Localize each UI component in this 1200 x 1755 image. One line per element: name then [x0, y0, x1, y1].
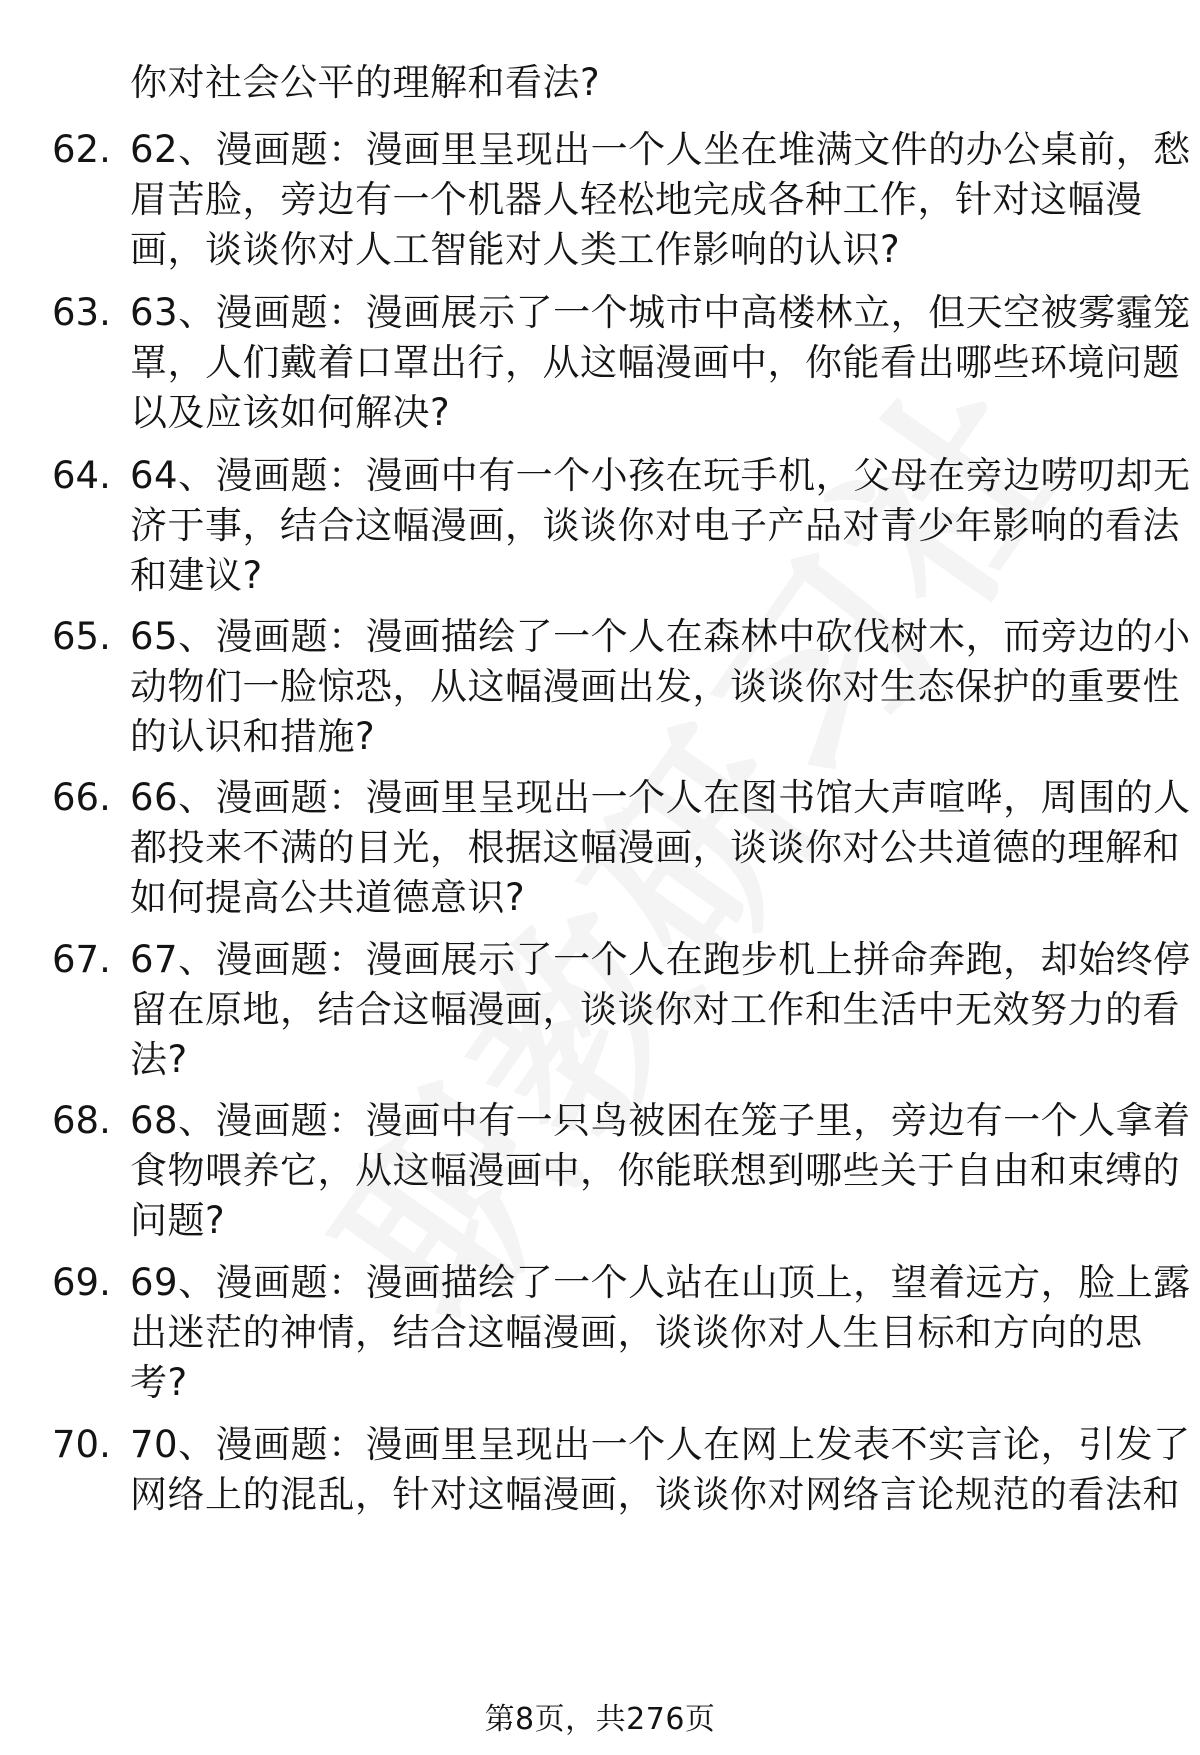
question-number: 70. [52, 1423, 111, 1466]
question-text [130, 935, 1191, 1085]
question-text-line: 和建议? [130, 554, 263, 597]
question-text-line: 如何提高公共道德意识? [130, 876, 526, 919]
question-text-line: 67、漫画题：漫画展示了一个人在跑步机上拼命奔跑，却始终停 [130, 938, 1191, 981]
question-text-line: 63、漫画题：漫画展示了一个城市中高楼林立，但天空被雾霾笼 [130, 291, 1191, 334]
question-number: 65. [52, 615, 111, 658]
question-number: 62. [52, 128, 111, 171]
question-text [130, 125, 1191, 275]
question-text-line: 出迷茫的神情，结合这幅漫画，谈谈你对人生目标和方向的思 [130, 1311, 1143, 1354]
question-text-line: 69、漫画题：漫画描绘了一个人站在山顶上，望着远方，脸上露 [130, 1261, 1191, 1304]
question-text-line: 罩，人们戴着口罩出行，从这幅漫画中，你能看出哪些环境问题 [130, 341, 1180, 384]
question-text-line: 的认识和措施? [130, 715, 376, 758]
question-text-line: 70、漫画题：漫画里呈现出一个人在网上发表不实言论，引发了 [130, 1423, 1191, 1466]
question-text [130, 1096, 1191, 1246]
question-number: 69. [52, 1261, 111, 1304]
continued-question-line: 你对社会公平的理解和看法? [130, 61, 601, 104]
question-number: 64. [52, 454, 111, 497]
question-text-line: 64、漫画题：漫画中有一个小孩在玩手机，父母在旁边唠叨却无 [130, 454, 1191, 497]
question-text [130, 288, 1191, 438]
question-text-line: 68、漫画题：漫画中有一只鸟被困在笼子里，旁边有一个人拿着 [130, 1099, 1191, 1142]
page-footer: 第8页，共276页 [484, 1702, 716, 1737]
question-text [130, 1258, 1191, 1408]
question-text-line: 济于事，结合这幅漫画，谈谈你对电子产品对青少年影响的看法 [130, 504, 1180, 547]
question-text-line: 食物喂养它，从这幅漫画中，你能联想到哪些关于自由和束缚的 [130, 1149, 1180, 1192]
question-text-line: 62、漫画题：漫画里呈现出一个人坐在堆满文件的办公桌前，愁 [130, 128, 1191, 171]
question-text-line: 眉苦脸，旁边有一个机器人轻松地完成各种工作，针对这幅漫 [130, 178, 1143, 221]
question-text-line: 问题? [130, 1199, 226, 1242]
question-number: 67. [52, 938, 111, 981]
question-text [130, 1420, 1191, 1520]
question-text-line: 都投来不满的目光，根据这幅漫画，谈谈你对公共道德的理解和 [130, 826, 1180, 869]
question-text-line: 法? [130, 1038, 188, 1081]
question-text-line: 动物们一脸惊恐，从这幅漫画出发，谈谈你对生态保护的重要性 [130, 665, 1180, 708]
question-number: 63. [52, 291, 111, 334]
question-number: 66. [52, 776, 111, 819]
question-number: 68. [52, 1099, 111, 1142]
question-text-line: 考? [130, 1361, 188, 1404]
question-text-line: 留在原地，结合这幅漫画，谈谈你对工作和生活中无效努力的看 [130, 988, 1180, 1031]
question-text [130, 451, 1191, 601]
question-text-line: 66、漫画题：漫画里呈现出一个人在图书馆大声喧哗，周围的人 [130, 776, 1191, 819]
question-text-line: 65、漫画题：漫画描绘了一个人在森林中砍伐树木，而旁边的小 [130, 615, 1191, 658]
question-text-line: 以及应该如何解决? [130, 391, 451, 434]
question-text-line: 画，谈谈你对人工智能对人类工作影响的认识? [130, 228, 901, 271]
question-text [130, 612, 1191, 762]
question-text [130, 773, 1191, 923]
question-text-line: 网络上的混乱，针对这幅漫画，谈谈你对网络言论规范的看法和 [130, 1473, 1180, 1516]
